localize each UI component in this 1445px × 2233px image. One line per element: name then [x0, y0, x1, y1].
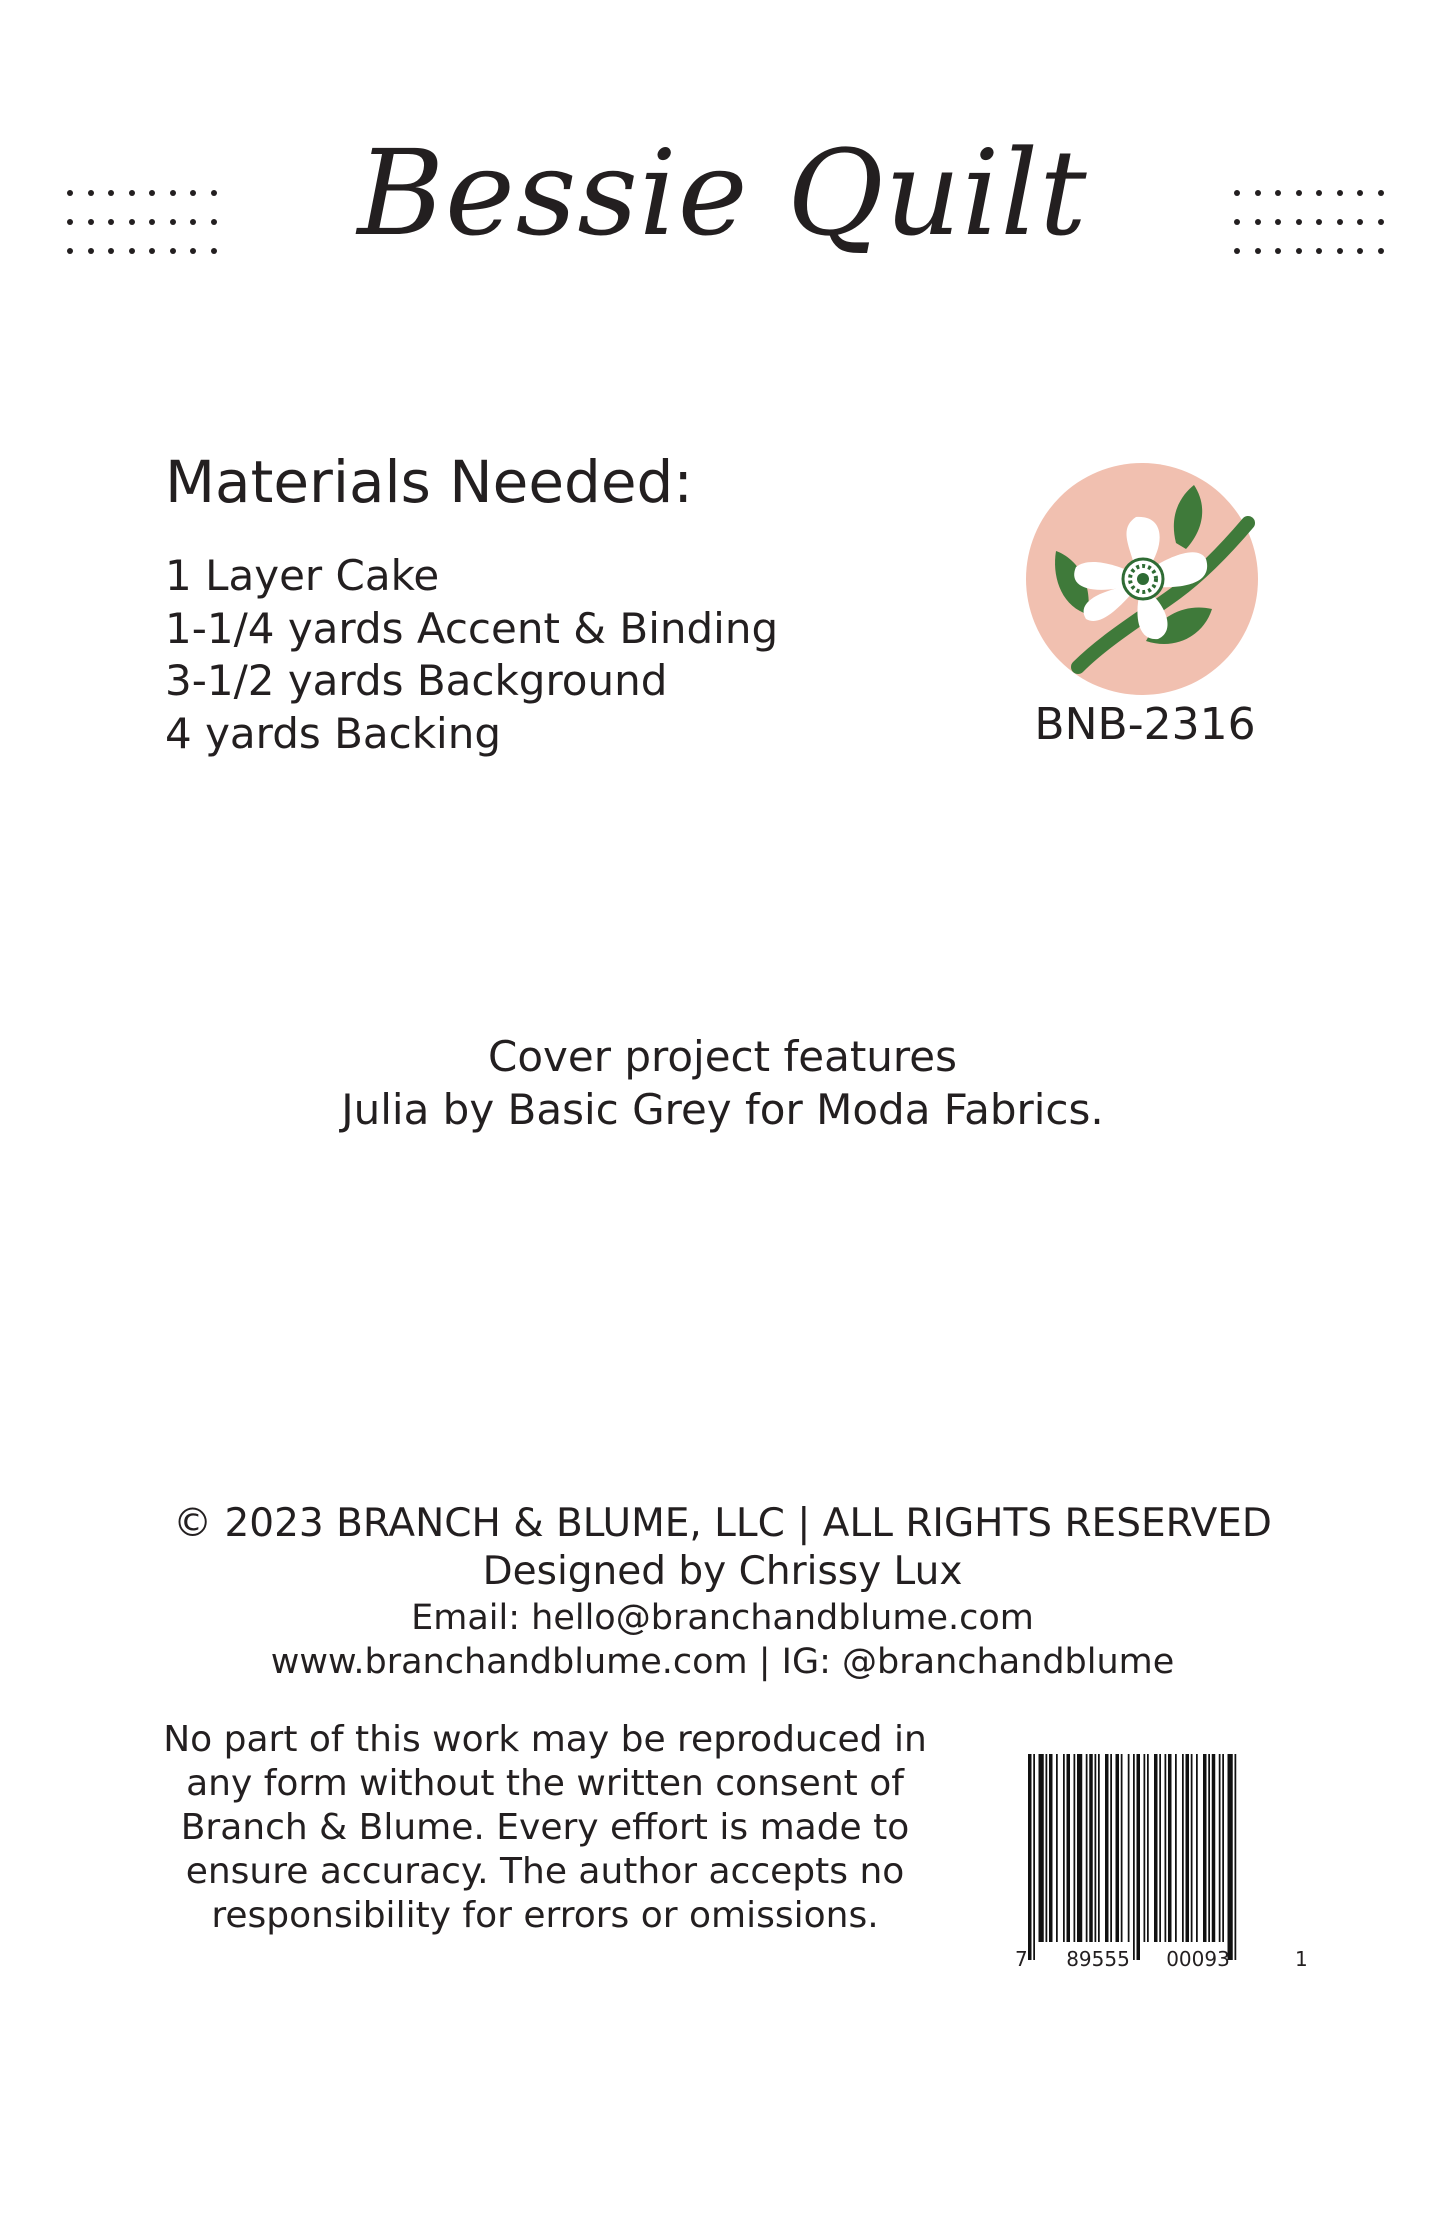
materials-item: 1 Layer Cake: [165, 551, 440, 600]
cover-note: [0, 1030, 1445, 1136]
barcode-bar: [1186, 1754, 1190, 1942]
barcode-bar: [1116, 1754, 1120, 1942]
email-line: Email: hello@branchandblume.com: [411, 1598, 1034, 1638]
credits-block: [0, 1500, 1445, 1684]
barcode-bar: [1222, 1754, 1224, 1942]
designer-line: Designed by Chrissy Lux: [482, 1549, 963, 1594]
disclaimer-line: any form without the written consent of: [186, 1763, 904, 1804]
barcode-bar: [1182, 1754, 1184, 1942]
barcode-bar: [1089, 1754, 1093, 1942]
materials-item: 4 yards Backing: [165, 708, 501, 758]
barcode-bar: [1154, 1754, 1158, 1942]
barcode-bar: [1056, 1754, 1058, 1942]
sku-code: BNB-2316: [1034, 699, 1256, 750]
barcode: [1010, 1754, 1310, 1970]
website-line: www.branchandblume.com | IG: @branchandblume: [270, 1642, 1175, 1682]
barcode-bar: [1203, 1754, 1207, 1942]
barcode-bar: [1137, 1754, 1141, 1960]
cover-note-line: Julia by Basic Grey for Moda Fabrics.: [341, 1085, 1104, 1134]
materials-heading: Materials Needed:: [165, 448, 693, 516]
page-title: Bessie Quilt: [357, 124, 1088, 262]
materials-list: [165, 550, 778, 760]
barcode-bar: [1208, 1754, 1210, 1942]
barcode-bar: [1147, 1754, 1149, 1942]
barcode-bar: [1105, 1754, 1109, 1942]
cover-note-line: Cover project features: [488, 1032, 957, 1081]
barcode-bar: [1133, 1754, 1135, 1960]
copyright-line: © 2023 BRANCH & BLUME, LLC | ALL RIGHTS RESERVED: [173, 1501, 1272, 1546]
materials-item: 1-1/4 yards Accent & Binding: [165, 603, 779, 653]
barcode-bar: [1039, 1754, 1044, 1942]
barcode-bar: [1168, 1754, 1172, 1942]
barcode-bar: [1110, 1754, 1112, 1942]
barcode-bar: [1121, 1754, 1123, 1942]
barcode-bar: [1046, 1754, 1048, 1942]
barcode-bars: [1028, 1754, 1236, 1960]
barcode-bar: [1196, 1754, 1198, 1942]
barcode-bar: [1159, 1754, 1161, 1942]
barcode-bar: [1128, 1754, 1130, 1942]
barcode-bar: [1212, 1754, 1216, 1942]
barcode-right-group: 00093: [1166, 1947, 1230, 1970]
disclaimer-line: No part of this work may be reproduced in: [163, 1719, 927, 1760]
barcode-bar: [1028, 1754, 1032, 1960]
barcode-bar: [1175, 1754, 1177, 1942]
barcode-first-digit: 7: [1015, 1947, 1028, 1970]
disclaimer-line: Branch & Blume. Every effort is made to: [180, 1807, 910, 1848]
barcode-bar: [1067, 1754, 1071, 1942]
barcode-bar: [1033, 1754, 1035, 1960]
materials-item: 3-1/2 yards Background: [165, 656, 668, 705]
disclaimer-line: responsibility for errors or omissions.: [211, 1895, 879, 1936]
barcode-bar: [1165, 1754, 1167, 1942]
barcode-bar: [1235, 1754, 1237, 1960]
disclaimer: [150, 1718, 940, 1938]
barcode-check-digit: 1: [1295, 1947, 1308, 1970]
dogwood-flower-logo-icon: [1026, 463, 1258, 695]
barcode-bar: [1098, 1754, 1100, 1942]
barcode-bar: [1086, 1754, 1088, 1942]
barcode-bar: [1144, 1754, 1146, 1942]
barcode-bar: [1095, 1754, 1097, 1942]
barcode-bar: [1219, 1754, 1221, 1942]
disclaimer-line: ensure accuracy. The author accepts no: [185, 1851, 905, 1892]
barcode-bar: [1063, 1754, 1065, 1942]
barcode-bar: [1077, 1754, 1082, 1942]
barcode-bar: [1228, 1754, 1233, 1960]
barcode-bar: [1049, 1754, 1053, 1942]
barcode-bar: [1074, 1754, 1076, 1942]
barcode-bar: [1191, 1754, 1193, 1942]
barcode-left-group: 89555: [1066, 1947, 1130, 1970]
